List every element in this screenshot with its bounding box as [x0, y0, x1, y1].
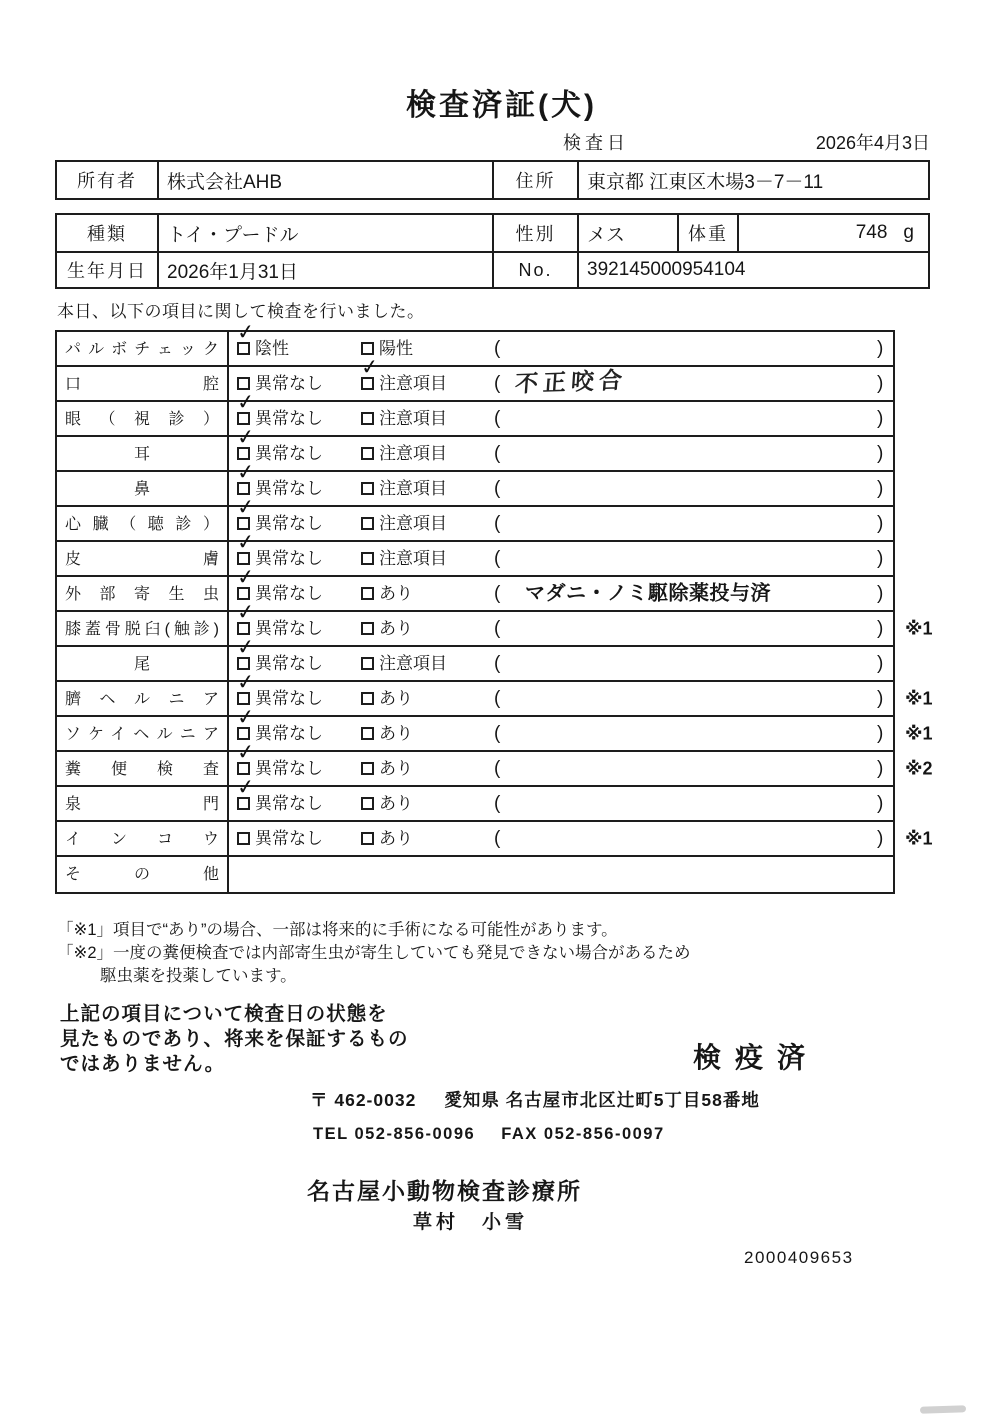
- footnote-1: 「※1」項目で“あり”の場合、一部は将来的に手術になる可能性があります。: [57, 921, 618, 939]
- checkbox-label: 異常なし: [255, 444, 323, 463]
- checkbox-icon[interactable]: [361, 832, 374, 845]
- checklist-option-2: [361, 822, 413, 855]
- checklist-row: [57, 577, 893, 612]
- checkbox-icon[interactable]: [237, 552, 250, 565]
- paren-open: (: [494, 827, 501, 849]
- checkbox-label: 異常なし: [255, 619, 323, 638]
- page-title: 検査済証(犬): [406, 89, 597, 122]
- checkbox-label: 異常なし: [255, 724, 323, 743]
- checkbox-label: 注意項目: [379, 374, 447, 393]
- checklist-row: [57, 507, 893, 542]
- sex-value: メス: [577, 215, 677, 251]
- paren-close: ): [877, 442, 884, 464]
- checkbox-icon[interactable]: [237, 622, 250, 635]
- paren-close: ): [877, 757, 884, 779]
- checkbox-label: 注意項目: [379, 409, 447, 428]
- checklist-item-label: 皮膚: [57, 542, 229, 575]
- no-value: 392145000954104: [577, 253, 928, 287]
- paren-close: ): [877, 547, 884, 569]
- paren-open: (: [494, 757, 501, 779]
- checkbox-label: あり: [379, 689, 413, 708]
- owner-row: [57, 162, 928, 198]
- checkbox-icon[interactable]: [361, 342, 374, 355]
- weight-value: 748: [855, 222, 888, 243]
- paren-open: (: [494, 407, 501, 429]
- checkbox-label: あり: [379, 724, 413, 743]
- checkbox-label: 異常なし: [255, 654, 323, 673]
- checkbox-label: 陰性: [255, 339, 289, 358]
- address-label: 住所: [492, 162, 577, 198]
- fax-number: FAX 052-856-0097: [501, 1125, 665, 1143]
- paren-close: ): [877, 512, 884, 534]
- checkbox-label: あり: [379, 759, 413, 778]
- checkbox-icon[interactable]: [361, 587, 374, 600]
- serial-number: 2000409653: [744, 1248, 854, 1267]
- paren-open: (: [494, 477, 501, 499]
- paren-close: ): [877, 617, 884, 639]
- checkbox-icon[interactable]: [237, 832, 250, 845]
- clinic-address: 愛知県 名古屋市北区辻町5丁目58番地: [444, 1090, 760, 1110]
- paren-open: (: [494, 617, 501, 639]
- paren-close: ): [877, 477, 884, 499]
- disclaimer: [60, 1002, 409, 1077]
- footnote-mark: ※2: [905, 758, 933, 778]
- checklist-option-2: [361, 577, 413, 610]
- address-value: 東京都 江東区木場3－7－11: [577, 162, 928, 198]
- checklist-item-label: 耳: [57, 437, 229, 470]
- checkbox-icon[interactable]: [361, 727, 374, 740]
- disclaimer-line2: 見たものであり、将来を保証するもの: [60, 1028, 409, 1050]
- checklist-item-label: 眼（視診）: [57, 402, 229, 435]
- checkbox-icon[interactable]: [237, 377, 250, 390]
- breed-value: トイ・プードル: [157, 215, 492, 251]
- checkbox-icon[interactable]: [361, 762, 374, 775]
- checkbox-label: 注意項目: [379, 514, 447, 533]
- checkbox-icon[interactable]: [237, 517, 250, 530]
- checkbox-label: 注意項目: [379, 549, 447, 568]
- checkbox-icon[interactable]: [361, 517, 374, 530]
- checklist-option-2: [361, 367, 447, 400]
- checklist-row: [57, 612, 933, 647]
- remark-text: マダニ・ノミ駆除薬投与済: [525, 582, 771, 604]
- paren-close: ): [877, 722, 884, 744]
- checklist-option-2: [361, 647, 447, 680]
- scan-artifact: [920, 1405, 966, 1414]
- checkbox-label: あり: [379, 619, 413, 638]
- checklist-item-label: 尾: [57, 647, 229, 680]
- checklist-row: [57, 332, 893, 367]
- lead-text: 本日、以下の項目に関して検査を行いました。: [57, 302, 425, 321]
- checkbox-icon[interactable]: [237, 587, 250, 600]
- paren-close: ): [877, 792, 884, 814]
- inspection-date-value: 2026年4月3日: [815, 133, 930, 153]
- footnote-mark: ※1: [905, 618, 933, 638]
- animal-table: [55, 213, 930, 289]
- clinic-phone-row: [313, 1125, 665, 1144]
- checklist-row: [57, 367, 893, 402]
- checklist-row: [57, 647, 893, 682]
- checkbox-label: 異常なし: [255, 829, 323, 848]
- checklist-item-label: 泉門: [57, 787, 229, 820]
- checkbox-icon[interactable]: [237, 692, 250, 705]
- footnote-mark: ※1: [905, 828, 933, 848]
- weight-unit: g: [903, 222, 914, 243]
- checkbox-label: 異常なし: [255, 374, 323, 393]
- checklist-option-2: [361, 402, 447, 435]
- checklist-option-2: [361, 682, 413, 715]
- checkbox-label: 異常なし: [255, 759, 323, 778]
- paren-close: ): [877, 337, 884, 359]
- paren-close: ): [877, 687, 884, 709]
- paren-open: (: [494, 652, 501, 674]
- checklist-row: [57, 752, 933, 787]
- clinic-address-row: [310, 1087, 760, 1112]
- checklist-option-2: [361, 787, 413, 820]
- checklist-option-1: [237, 332, 289, 365]
- breed-label: 種類: [87, 224, 127, 244]
- inspection-date-label: 検査日: [563, 133, 629, 153]
- checkbox-label: あり: [379, 584, 413, 603]
- postal-code: 〒 462-0032: [310, 1090, 417, 1110]
- checkbox-icon[interactable]: [237, 342, 250, 355]
- footnote-mark: ※1: [905, 688, 933, 708]
- paren-open: (: [494, 687, 501, 709]
- checklist-item-label: 口腔: [57, 367, 229, 400]
- checklist-item-label: ソケイヘルニア: [57, 717, 229, 750]
- checklist-row: [57, 682, 933, 717]
- checklist-table: [55, 330, 933, 894]
- checklist-item-label: 心臓（聴診）: [57, 507, 229, 540]
- disclaimer-line1: 上記の項目について検査日の状態を: [60, 1003, 388, 1025]
- paren-close: ): [877, 582, 884, 604]
- checkbox-icon[interactable]: [237, 727, 250, 740]
- checklist-item-label: 外部寄生虫: [57, 577, 229, 610]
- tel-number: TEL 052-856-0096: [313, 1125, 476, 1143]
- checklist-option-2: [361, 612, 413, 645]
- remark-text: 不正咬合: [514, 366, 628, 397]
- checkbox-icon[interactable]: [361, 657, 374, 670]
- paren-open: (: [494, 582, 501, 604]
- footnote-mark: ※1: [905, 723, 933, 743]
- paren-close: ): [877, 372, 884, 394]
- checkbox-label: 注意項目: [379, 654, 447, 673]
- checkbox-label: 注意項目: [379, 444, 447, 463]
- checklist-item-label: 糞便検査: [57, 752, 229, 785]
- paren-open: (: [494, 792, 501, 814]
- checklist-row: [57, 822, 933, 857]
- checkbox-icon[interactable]: [237, 762, 250, 775]
- checkbox-icon[interactable]: [361, 797, 374, 810]
- owner-label: 所有者: [77, 171, 137, 191]
- checklist-option-2: [361, 717, 413, 750]
- paren-open: (: [494, 547, 501, 569]
- checkbox-label: あり: [379, 794, 413, 813]
- checkbox-icon[interactable]: [237, 447, 250, 460]
- checkbox-label: 異常なし: [255, 689, 323, 708]
- checklist-row: [57, 472, 893, 507]
- checkbox-icon[interactable]: [237, 412, 250, 425]
- owner-table: [55, 160, 930, 200]
- paren-close: ): [877, 652, 884, 674]
- checkbox-label: 陽性: [379, 339, 413, 358]
- checklist-item-label: パルボチェック: [57, 332, 229, 365]
- checkbox-label: 異常なし: [255, 794, 323, 813]
- checklist-option-1: [237, 822, 323, 855]
- checklist-option-2: [361, 472, 447, 505]
- inspection-date-row: [563, 129, 930, 155]
- checkbox-label: 異常なし: [255, 479, 323, 498]
- checkbox-icon[interactable]: [237, 797, 250, 810]
- weight-label: 体重: [677, 215, 737, 251]
- checkbox-icon[interactable]: [361, 412, 374, 425]
- checkbox-label: 異常なし: [255, 409, 323, 428]
- checkbox-label: 異常なし: [255, 514, 323, 533]
- checklist-row: [57, 402, 893, 437]
- checklist-option-2: [361, 437, 447, 470]
- checklist-row: [57, 717, 933, 752]
- birth-row: [57, 251, 928, 287]
- breed-row: [57, 215, 928, 251]
- checkbox-icon[interactable]: [361, 552, 374, 565]
- footnotes: [57, 919, 691, 988]
- checklist-item-label: 鼻: [57, 472, 229, 505]
- weight-cell: [737, 215, 928, 251]
- footnote-2-line1: 「※2」一度の糞便検査では内部寄生虫が寄生していても発見できない場合があるため: [57, 944, 691, 962]
- checklist-option-2: [361, 542, 447, 575]
- disclaimer-line3: ではありません。: [60, 1053, 226, 1075]
- checkbox-icon[interactable]: [361, 622, 374, 635]
- paren-open: (: [494, 337, 501, 359]
- clinic-name: 名古屋小動物検査診療所: [307, 1178, 582, 1204]
- checklist-row-other: [57, 857, 893, 892]
- veterinarian-name: 草村 小雪: [413, 1212, 529, 1233]
- paren-open: (: [494, 372, 501, 394]
- checkbox-icon[interactable]: [237, 657, 250, 670]
- checklist-row: [57, 787, 893, 822]
- owner-value: 株式会社AHB: [157, 162, 492, 198]
- checklist-row: [57, 437, 893, 472]
- birth-value: 2026年1月31日: [157, 253, 492, 287]
- checklist-item-label: 膝蓋骨脱臼(触診): [57, 612, 229, 645]
- quarantine-stamp: 検疫済: [693, 1042, 820, 1073]
- checklist-option-1: [237, 787, 323, 820]
- checklist-item-label: その他: [57, 857, 229, 892]
- checkbox-icon[interactable]: [237, 482, 250, 495]
- checkbox-icon[interactable]: [361, 692, 374, 705]
- paren-open: (: [494, 722, 501, 744]
- checkbox-label: 異常なし: [255, 584, 323, 603]
- paren-open: (: [494, 512, 501, 534]
- checkbox-label: あり: [379, 829, 413, 848]
- paren-open: (: [494, 442, 501, 464]
- checklist-item-label: 臍ヘルニア: [57, 682, 229, 715]
- birth-label: 生年月日: [67, 261, 147, 281]
- footnote-2-line2: 駆虫薬を投薬しています。: [100, 967, 297, 985]
- sex-label: 性別: [492, 215, 577, 251]
- checklist-option-2: [361, 752, 413, 785]
- checkbox-label: 注意項目: [379, 479, 447, 498]
- checkbox-icon[interactable]: [361, 377, 374, 390]
- checklist-row: [57, 542, 893, 577]
- checkbox-icon[interactable]: [361, 482, 374, 495]
- paren-close: ): [877, 827, 884, 849]
- checkbox-icon[interactable]: [361, 447, 374, 460]
- checklist-option-2: [361, 507, 447, 540]
- paren-close: ): [877, 407, 884, 429]
- no-label: No.: [492, 253, 577, 287]
- checklist-item-label: インコウ: [57, 822, 229, 855]
- checkbox-label: 異常なし: [255, 549, 323, 568]
